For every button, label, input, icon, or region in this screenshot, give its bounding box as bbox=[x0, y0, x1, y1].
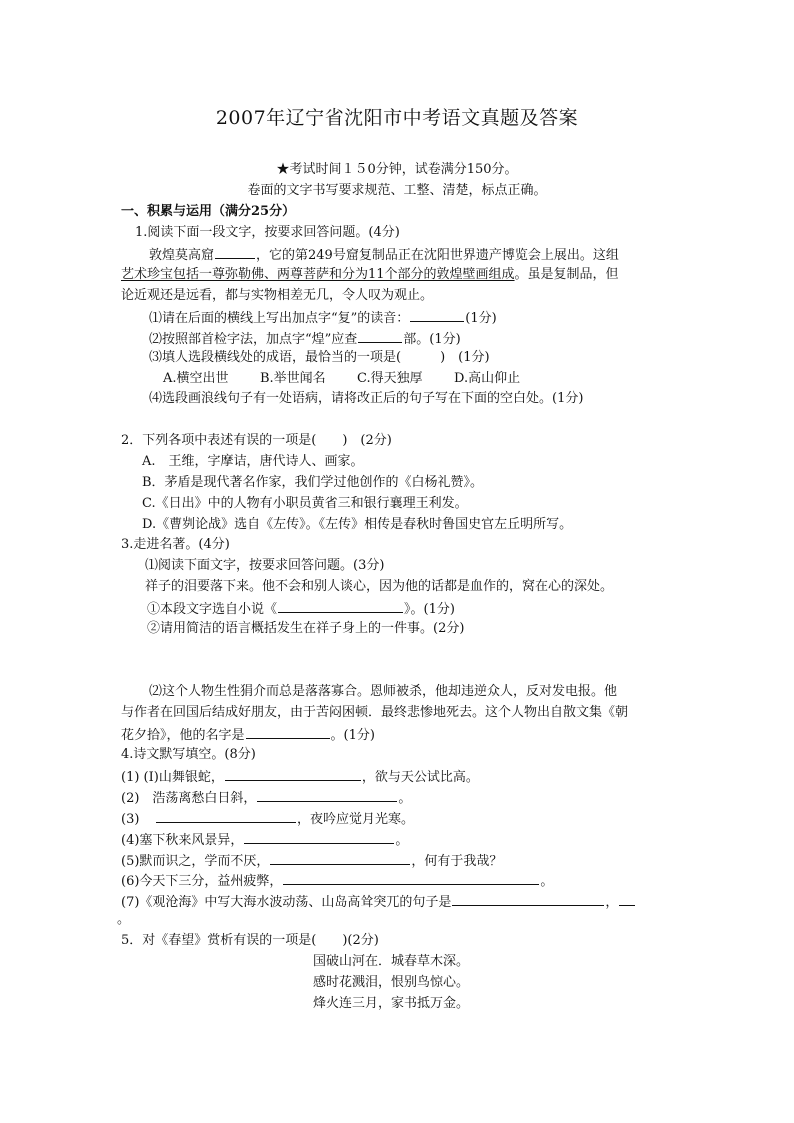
q4-l6-after: 。 bbox=[540, 874, 554, 889]
q4-l3-after: ，夜吟应觉月光寒。 bbox=[297, 812, 415, 827]
q4-l1-after: ，欲与天公试比高。 bbox=[361, 770, 479, 785]
q4-l7-blank2[interactable] bbox=[619, 892, 635, 906]
q3-quote: 祥子的泪要落下来。他不会和别人谈心，因为他的话都是血作的，窝在心的深处。 bbox=[145, 579, 614, 594]
q2-option-b[interactable]: B．茅盾是现代著名作家，我们学过他创作的《白杨礼赞》。 bbox=[142, 475, 484, 490]
q3-s2: ②请用简洁的语言概括发生在祥子身上的一件事。(2分) bbox=[147, 621, 465, 636]
q3-sub2-text: 花夕拾》，他的名字是 bbox=[121, 728, 245, 743]
section-heading: 一、积累与运用（满分25分） bbox=[121, 204, 296, 219]
q4-line5 bbox=[121, 851, 502, 871]
q1-idiom-blank[interactable] bbox=[215, 245, 255, 259]
q1-stem: 1.阅读下面一段文字，按要求回答问题。(4分) bbox=[135, 225, 400, 240]
q4-l1-text: (1) (I)山舞银蛇， bbox=[121, 770, 224, 785]
q3-s1-score: 》。(1分) bbox=[404, 602, 455, 617]
q1-pinyin-blank[interactable] bbox=[410, 308, 464, 322]
q4-line6 bbox=[121, 871, 553, 891]
q1-options bbox=[163, 370, 520, 388]
q4-l4-after: 。 bbox=[395, 833, 409, 848]
writing-requirement-note: 卷面的文字书写要求规范、工整、清楚，标点正确。 bbox=[247, 183, 547, 198]
q4-l5-text: (5)默而识之，学而不厌， bbox=[121, 854, 270, 869]
q3-sub2-line3 bbox=[121, 725, 375, 745]
q1-sub1-score: (1分) bbox=[465, 311, 497, 326]
q5-poem-line1: 国破山河在．城春草木深。 bbox=[313, 954, 470, 969]
q1-passage-line1 bbox=[149, 245, 619, 265]
q3-stem: 3.走进名著。(4分) bbox=[121, 537, 230, 552]
q4-line7 bbox=[121, 892, 636, 912]
q5-stem: 5．对《春望》赏析有误的一项是( )(2分) bbox=[121, 933, 379, 948]
q4-l5-after: ，何有于我哉？ bbox=[411, 854, 503, 869]
q4-l2-after: 。 bbox=[398, 791, 412, 806]
q4-l2-blank[interactable] bbox=[257, 788, 397, 802]
q4-l4-text: (4)塞下秋来风景异， bbox=[121, 833, 244, 848]
q4-l1-blank[interactable] bbox=[225, 767, 361, 781]
q3-novel-blank[interactable] bbox=[278, 599, 403, 613]
q3-name-blank[interactable] bbox=[246, 725, 330, 739]
q5-poem-line3: 烽火连三月，家书抵万金。 bbox=[313, 996, 470, 1011]
q4-line4 bbox=[121, 830, 408, 850]
q5-poem-line2: 感时花溅泪，恨别鸟惊心。 bbox=[313, 975, 470, 990]
q1-sub1 bbox=[149, 308, 497, 328]
q2-option-d[interactable]: D.《曹刿论战》选自《左传》。《左传》相传是春秋时鲁国史官左丘明所写。 bbox=[142, 517, 573, 532]
q4-l4-blank[interactable] bbox=[244, 830, 394, 844]
q1-option-c[interactable]: C.得天独厚 bbox=[357, 371, 423, 386]
q1-option-b[interactable]: B.举世闻名 bbox=[260, 371, 326, 386]
exam-time-note: ★考试时间１５0分钟，试卷满分150分。 bbox=[276, 162, 518, 177]
q4-line3 bbox=[121, 809, 414, 829]
q4-l6-text: (6)今天下三分，益州疲弊， bbox=[121, 874, 283, 889]
q2-stem: 2．下列各项中表述有误的一项是( ) (2分) bbox=[121, 433, 392, 448]
q4-l2-text: (2) 浩荡离愁白日斜， bbox=[121, 791, 257, 806]
q4-l7-comma: ， bbox=[605, 895, 619, 910]
q3-s1 bbox=[147, 599, 455, 619]
q4-l3-blank[interactable] bbox=[156, 809, 296, 823]
q1-sub2-score: 部。(1分) bbox=[403, 332, 461, 347]
q1-sub3: ⑶填人选段横线处的成语，最恰当的一项是( ) (1分) bbox=[149, 350, 490, 365]
q4-stem: 4.诗文默写填空。(8分) bbox=[121, 747, 256, 762]
q4-l3-text: (3) bbox=[121, 812, 140, 827]
q3-s1-text: ①本段文字选自小说《 bbox=[147, 602, 278, 617]
q1-radical-blank[interactable] bbox=[358, 329, 402, 343]
q1-passage-line2-after: 。虽是复制品，但 bbox=[514, 267, 619, 282]
q1-option-a[interactable]: A.横空出世 bbox=[163, 371, 229, 386]
q4-l7-text: (7)《观沧海》中写大海水波动荡、山岛高耸突兀的句子是 bbox=[121, 895, 452, 910]
q4-line7-end: 。 bbox=[117, 912, 131, 927]
q4-line2 bbox=[121, 788, 411, 808]
q1-passage-line2 bbox=[121, 266, 619, 284]
q2-option-c[interactable]: C.《日出》中的人物有小职员黄省三和银行襄理王利发。 bbox=[142, 496, 468, 511]
q4-l5-blank[interactable] bbox=[270, 851, 410, 865]
q3-sub2-line1: ⑵这个人物生性狷介而总是落落寡合。恩师被杀，他却违逆众人，反对发电报。他 bbox=[149, 684, 618, 699]
q1-sub2 bbox=[149, 329, 461, 349]
page-title: 2007年辽宁省沈阳市中考语文真题及答案 bbox=[215, 107, 579, 129]
q3-sub2-score: 。(1分) bbox=[330, 728, 375, 743]
q4-l7-blank1[interactable] bbox=[452, 892, 604, 906]
q2-option-a[interactable]: A. 王维，字摩诘，唐代诗人、画家。 bbox=[142, 454, 364, 469]
q1-passage-before: 敦煌莫高窟 bbox=[149, 248, 215, 263]
q1-passage-line3: 论近观还是远看，都与实物相差无几，令人叹为观止。 bbox=[121, 288, 434, 303]
q3-sub2-line2: 与作者在回国后结成好朋友，由于苦闷困顿．最终悲惨地死去。这个人物出自散文集《朝 bbox=[121, 705, 629, 720]
q1-passage-after: ，它的第249号窟复制品正在沈阳世界遗产博览会上展出。这组 bbox=[256, 248, 619, 263]
q4-l6-blank[interactable] bbox=[283, 871, 539, 885]
q3-sub1: ⑴阅读下面文字，按要求回答问题。(3分) bbox=[145, 558, 385, 573]
q1-option-d[interactable]: D.高山仰止 bbox=[454, 371, 521, 386]
q1-sub1-text: ⑴请在后面的横线上写出加点字“复”的读音： bbox=[149, 311, 410, 326]
q1-sub2-text: ⑵按照部首检字法，加点字“煌”应查 bbox=[149, 332, 358, 347]
q4-line1 bbox=[121, 767, 479, 787]
q1-wavy-sentence: 艺术珍宝包括一尊弥勒佛、两尊菩萨和分为11个部分的敦煌壁画组成 bbox=[121, 267, 515, 282]
q1-sub4: ⑷选段画浪线句子有一处语病，请将改正后的句子写在下面的空白处。(1分) bbox=[149, 391, 584, 406]
